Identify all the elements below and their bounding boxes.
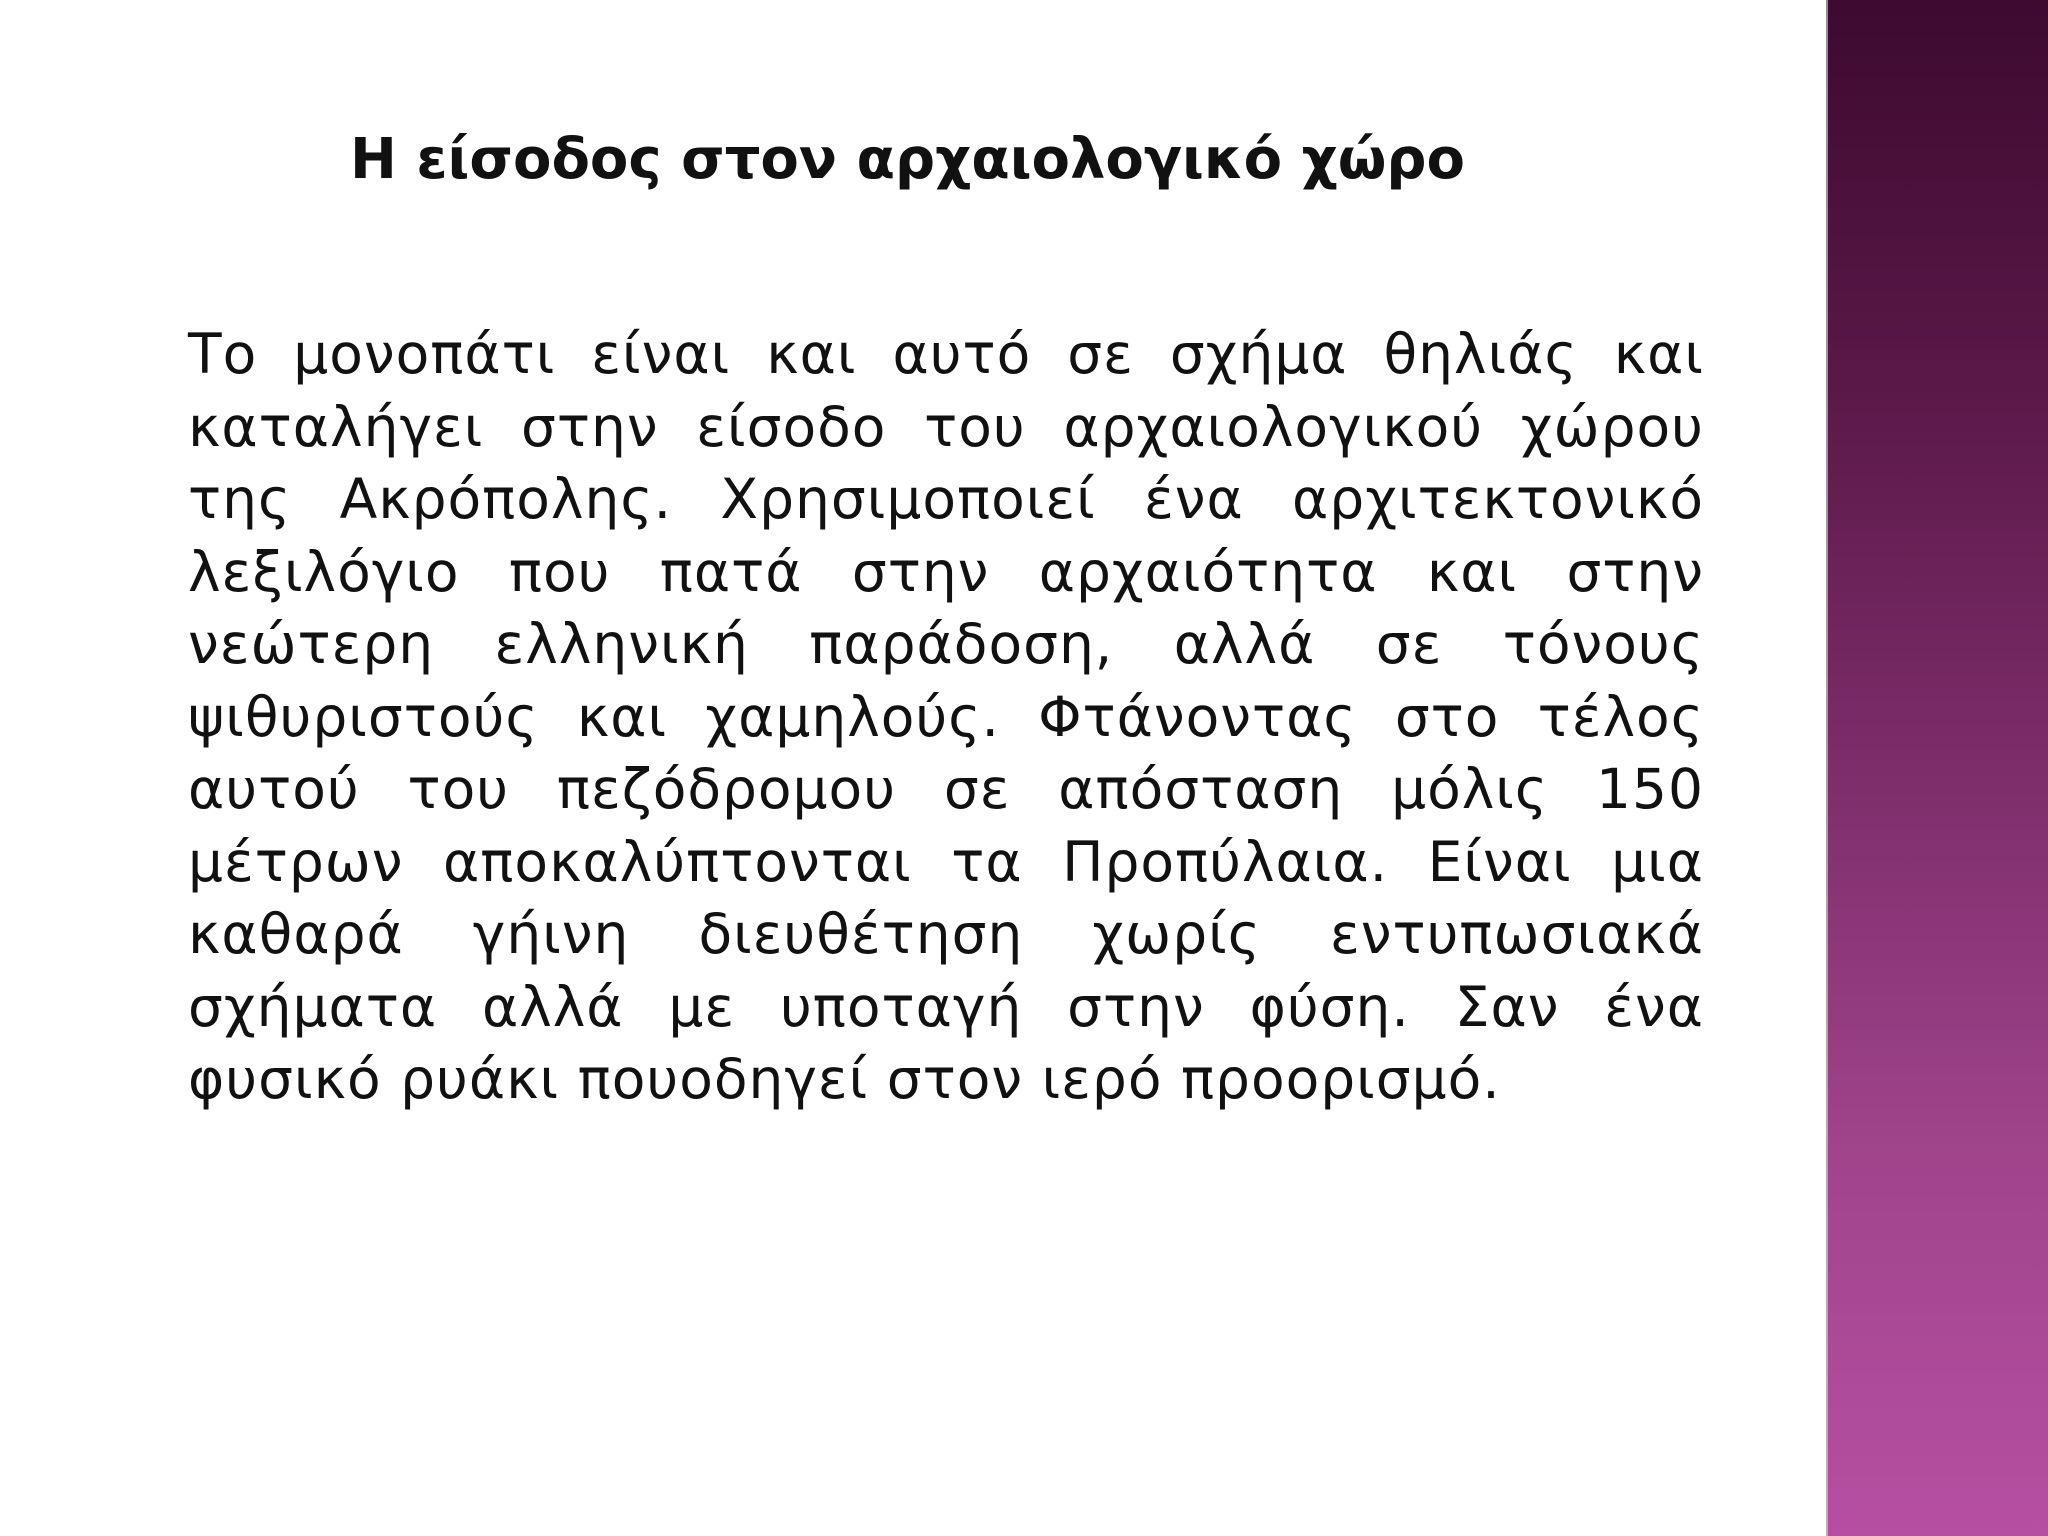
- side-band-divider: [1826, 0, 1828, 1536]
- decorative-side-band: [1826, 0, 2048, 1536]
- slide-title: Η είσοδος στον αρχαιολογικό χώρο: [350, 127, 1465, 192]
- slide-body-text: Το μονοπάτι είναι και αυτό σε σχήμα θηλιάς και καταλήγει στην είσοδο του αρχαιολογικού χώρου της Ακρόπολης. Χρησιμοποιεί ένα αρχιτεκτονικό λεξιλόγιο που πατά στην αρχαιότητα και στην νεώτερη ελληνική παράδοση, αλλά σε τόνους ψιθυριστούς και χαμηλούς. Φτάνοντας στο τέλος αυτού του πεζόδρομου σε απόσταση μόλις 150 μέτρων αποκαλύπτονται τα Προπύλαια. Είναι μια καθαρά γήινη διευθέτηση χωρίς εντυπωσιακά σχήματα αλλά με υποταγή στην φύση. Σαν ένα φυσικό ρυάκι πουοδηγεί στον ιερό προορισμό.: [188, 322, 1704, 1111]
